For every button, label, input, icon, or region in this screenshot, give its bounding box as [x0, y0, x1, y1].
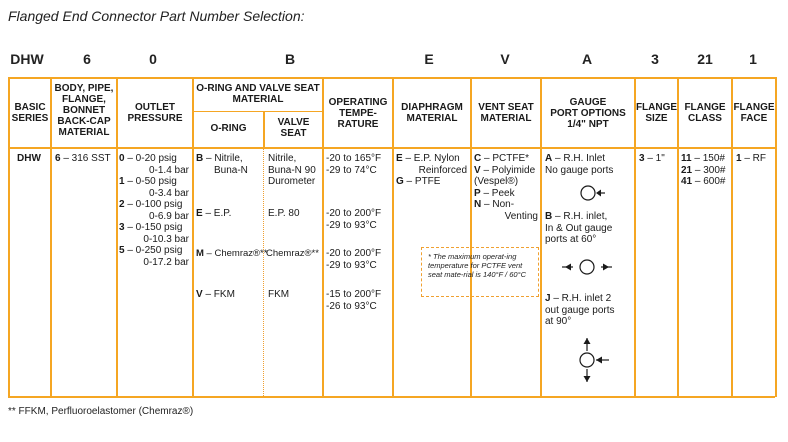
header-oring: O-RING	[210, 123, 247, 134]
temp-v: -15 to 200°F -26 to 93°C	[326, 289, 382, 312]
gauge-b-icon	[560, 252, 614, 282]
footnote: ** FFKM, Perfluoroelastomer (Chemraz®)	[8, 406, 194, 417]
cell-basic-series: DHW	[17, 153, 41, 164]
temp-e: -20 to 200°F -29 to 93°C	[326, 208, 382, 231]
header-body-material: BODY, PIPE, FLANGE, BONNET BACK-CAP MATERIAL	[54, 83, 114, 138]
cell-diaphragm: E – E.P. Nylon Reinforced G – PTFE	[396, 153, 467, 187]
code-body-material: 6	[83, 51, 91, 67]
col-divider	[731, 77, 733, 397]
header-diaphragm: DIAPHRAGM MATERIAL	[401, 102, 463, 124]
cell-body-material: 6 – 316 SST	[55, 153, 111, 164]
col-divider	[470, 77, 472, 397]
col-divider	[775, 77, 777, 397]
gauge-j-icon	[563, 336, 611, 384]
code-diaphragm: E	[424, 51, 434, 67]
oring-row-v: V – FKM	[196, 289, 235, 300]
oring-subheader-rule	[192, 111, 322, 112]
cell-outlet-pressure: 0 – 0-20 psig 0-1.4 bar 1 – 0-50 psig 0-3.4 bar 2 – 0-100 psig 0-6.9 bar 3 – 0-150 psig 0-10.3 bar 5 – 0-250 psig 0-17.2 bar	[119, 153, 189, 268]
oring-row-b: B – Nitrile, Buna-N	[196, 153, 248, 176]
header-valve-seat: VALVE SEAT	[277, 117, 310, 139]
code-flange-face: 1	[749, 51, 757, 67]
code-oring-seat: B	[284, 51, 296, 67]
valve-seat-v: FKM	[268, 289, 290, 300]
header-flange-size: FLANGE SIZE	[635, 102, 678, 124]
gauge-option-j: J – R.H. inlet 2 out gauge ports at 90°	[545, 293, 615, 327]
header-flange-class: FLANGE CLASS	[684, 102, 726, 124]
valve-seat-e: E.P. 80	[268, 208, 300, 219]
valve-seat-b: Nitrile, Buna-N 90 Durometer	[268, 153, 316, 187]
header-vent-seat: VENT SEAT MATERIAL	[478, 102, 534, 124]
temp-b: -20 to 165°F -29 to 74°C	[326, 153, 382, 176]
code-flange-class: 21	[697, 51, 713, 67]
col-divider	[8, 77, 10, 397]
code-gauge-port: A	[581, 51, 593, 67]
gauge-a-icon	[568, 177, 608, 209]
oring-row-e: E – E.P.	[196, 208, 232, 219]
cell-flange-class: 11 – 150# 21 – 300# 41 – 600#	[681, 153, 726, 187]
temp-m: -20 to 200°F -29 to 93°C	[326, 248, 382, 271]
gauge-option-a: A – R.H. Inlet No gauge ports	[545, 153, 614, 176]
cell-vent-seat: C – PCTFE* V – Polyimide (Vespel®) P – Peek N – Non- Venting	[474, 153, 538, 222]
header-operating-temp: OPERATING TEMPE- RATURE	[328, 97, 388, 130]
code-vent-seat: V	[500, 51, 510, 67]
header-gauge-port: GAUGE PORT OPTIONS 1/4" NPT	[550, 97, 626, 130]
oring-row-m: M – Chemraz®**	[196, 248, 268, 259]
code-basic-series: DHW	[10, 51, 44, 67]
code-outlet-pressure: 0	[149, 51, 157, 67]
page-title: Flanged End Connector Part Number Selection:	[8, 8, 305, 24]
cell-flange-face: 1 – RF	[736, 153, 767, 164]
pctfe-temperature-note: * The maximum operat-ing temperature for PCTFE vent seat mate-rial is 140°F / 60°C	[421, 247, 539, 297]
header-outlet-pressure: OUTLET PRESSURE	[127, 102, 183, 124]
header-basic-series: BASIC SERIES	[11, 102, 49, 124]
col-divider-dotted	[263, 148, 264, 396]
header-flange-face: FLANGE FACE	[733, 102, 775, 124]
cell-flange-size: 3 – 1"	[639, 153, 665, 164]
header-oring-valve-seat: O-RING AND VALVE SEAT MATERIAL	[196, 83, 320, 105]
code-flange-size: 3	[651, 51, 659, 67]
gauge-option-b: B – R.H. inlet, In & Out gauge ports at 60°	[545, 211, 613, 245]
col-divider	[677, 77, 679, 397]
valve-seat-m: Chemraz®**	[266, 248, 319, 259]
